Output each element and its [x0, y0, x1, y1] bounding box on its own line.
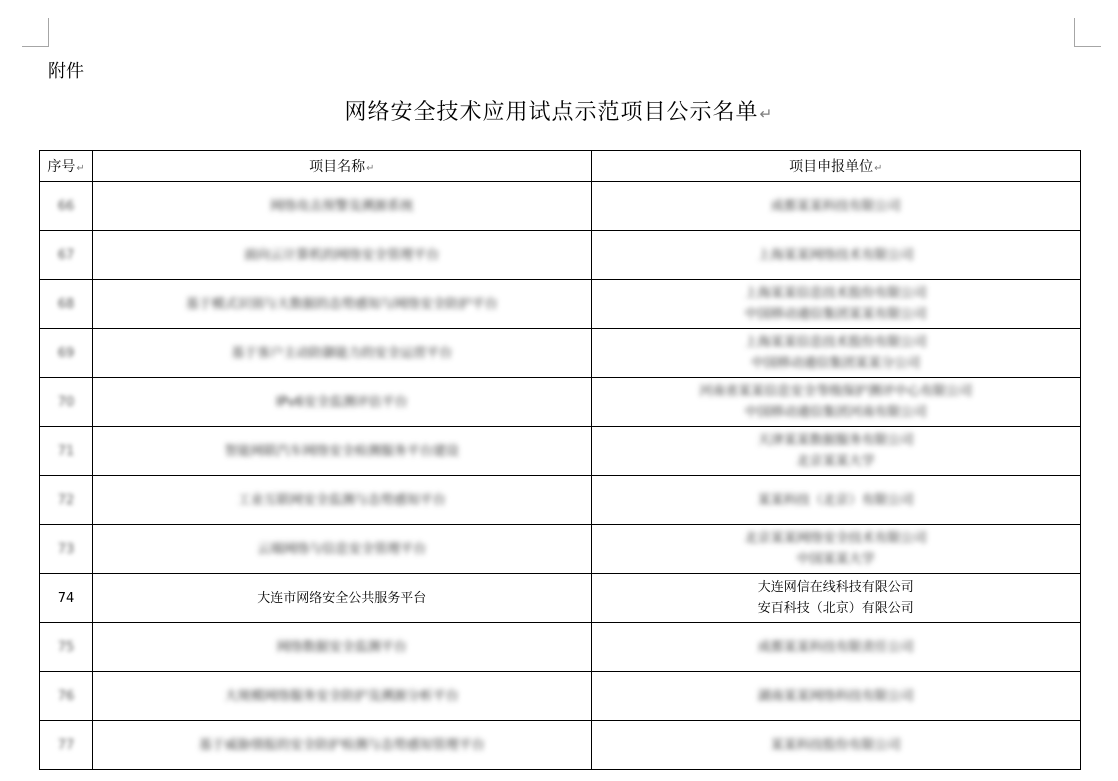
table-row — [40, 280, 1081, 329]
project-name: IPv6安全监测评估平台 — [275, 394, 408, 410]
project-name-cell — [93, 280, 591, 329]
row-number-cell — [40, 721, 93, 770]
applicant-unit-cell — [591, 525, 1080, 574]
project-name: 面向云计算机的网络安全管理平台 — [244, 247, 440, 263]
applicant-unit: 中国移动通信集团某某分公司 — [751, 356, 921, 371]
table-row — [40, 182, 1081, 231]
table-row — [40, 574, 1081, 623]
applicant-unit-cell — [591, 378, 1080, 427]
row-number: 69 — [57, 345, 75, 361]
project-name-cell — [93, 525, 591, 574]
row-number: 76 — [57, 688, 75, 704]
paragraph-mark-icon: ↵ — [759, 105, 774, 123]
applicant-unit: 天津某某数据服务有限公司 — [757, 433, 914, 448]
table-row — [40, 721, 1081, 770]
row-number-cell — [40, 280, 93, 329]
row-number: 67 — [57, 247, 75, 263]
row-number-cell — [40, 231, 93, 280]
applicant-unit-cell — [591, 476, 1080, 525]
table-header-row — [40, 151, 1081, 182]
row-number: 68 — [57, 296, 75, 312]
applicant-unit: 北京某某大学 — [796, 454, 875, 469]
table-row — [40, 231, 1081, 280]
row-number: 71 — [57, 443, 75, 459]
table-row — [40, 672, 1081, 721]
project-name-cell — [93, 574, 591, 623]
project-name-cell — [93, 378, 591, 427]
project-name: 智能网联汽车网络安全检测服务平台建设 — [224, 443, 459, 459]
row-number-cell — [40, 378, 93, 427]
applicant-unit-cell — [591, 182, 1080, 231]
applicant-unit-cell — [591, 280, 1080, 329]
row-number: 73 — [57, 541, 75, 557]
applicant-unit: 成都某某科技有限公司 — [770, 198, 901, 214]
applicant-unit: 北京某某网络安全技术有限公司 — [744, 531, 927, 546]
project-name-cell — [93, 672, 591, 721]
project-name-cell — [93, 721, 591, 770]
project-name-cell — [93, 182, 591, 231]
row-number-cell — [40, 182, 93, 231]
row-number-cell — [40, 672, 93, 721]
paragraph-mark-icon: ↵ — [76, 163, 85, 174]
applicant-unit: 中国移动通信集团河南有限公司 — [744, 405, 927, 420]
project-name: 网络数据安全监测平台 — [276, 639, 407, 655]
applicant-unit-cell — [591, 329, 1080, 378]
table-row — [40, 623, 1081, 672]
project-name: 大规模网络服务安全防护及溯源分析平台 — [224, 688, 459, 704]
applicant-unit: 河南省某某信息安全等级保护测评中心有限公司 — [699, 384, 973, 399]
applicant-unit: 大连网信在线科技有限公司 — [757, 580, 914, 595]
applicant-unit-cell — [591, 427, 1080, 476]
row-number: 74 — [57, 590, 75, 606]
row-number-cell — [40, 623, 93, 672]
applicant-unit: 上海某某信息技术股份有限公司 — [744, 335, 927, 350]
applicant-unit-cell — [591, 623, 1080, 672]
project-name: 网络攻击预警及溯源系统 — [270, 198, 414, 214]
project-name-cell — [93, 231, 591, 280]
crop-mark-top-right — [1074, 18, 1101, 47]
project-name: 基于威胁情报的安全防护检测与态势感知管理平台 — [198, 737, 485, 753]
table-row — [40, 329, 1081, 378]
project-name: 基于模式识别与大数据的态势感知与网络安全防护平台 — [185, 296, 498, 312]
document-title-text: 网络安全技术应用试点示范项目公示名单 — [344, 100, 759, 125]
applicant-unit: 某某科技（北京）有限公司 — [757, 492, 914, 508]
project-name: 基于客户主动防御能力的安全运营平台 — [231, 345, 453, 361]
document-title — [0, 95, 1118, 126]
paragraph-mark-icon: ↵ — [874, 163, 883, 174]
applicant-unit: 成都某某科技有限责任公司 — [757, 639, 914, 655]
project-name-cell — [93, 623, 591, 672]
header-cell-name: 项目名称↵ — [93, 151, 591, 182]
table-row — [40, 525, 1081, 574]
applicant-unit: 湖南某某网络科技有限公司 — [757, 688, 914, 704]
table-row — [40, 378, 1081, 427]
paragraph-mark-icon: ↵ — [366, 163, 375, 174]
project-name-cell — [93, 427, 591, 476]
row-number: 75 — [57, 639, 75, 655]
header-cell-no: 序号↵ — [40, 151, 93, 182]
row-number-cell — [40, 525, 93, 574]
row-number: 70 — [57, 394, 75, 410]
row-number-cell — [40, 329, 93, 378]
table-row — [40, 427, 1081, 476]
project-name: 大连市网络安全公共服务平台 — [257, 590, 427, 606]
project-table — [39, 150, 1081, 770]
project-name: 云端网络与信息安全管理平台 — [257, 541, 427, 557]
table-row — [40, 476, 1081, 525]
project-name: 工业互联网安全监测与态势感知平台 — [237, 492, 446, 508]
header-cell-unit: 项目申报单位↵ — [591, 151, 1080, 182]
applicant-unit: 某某科技股份有限公司 — [770, 737, 901, 753]
applicant-unit-cell — [591, 672, 1080, 721]
row-number: 77 — [57, 737, 75, 753]
applicant-unit-cell — [591, 721, 1080, 770]
project-name-cell — [93, 329, 591, 378]
row-number-cell — [40, 574, 93, 623]
applicant-unit-cell — [591, 574, 1080, 623]
row-number: 72 — [57, 492, 75, 508]
crop-mark-top-left — [22, 18, 49, 47]
project-name-cell — [93, 476, 591, 525]
applicant-unit: 上海某某信息技术股份有限公司 — [744, 286, 927, 301]
row-number-cell — [40, 476, 93, 525]
applicant-unit-cell — [591, 231, 1080, 280]
attachment-label: 附件 — [48, 61, 84, 82]
row-number-cell — [40, 427, 93, 476]
applicant-unit: 中国移动通信集团某某有限公司 — [744, 307, 927, 322]
applicant-unit: 安百科技（北京）有限公司 — [757, 601, 914, 616]
applicant-unit: 上海某某网络技术有限公司 — [757, 247, 914, 263]
row-number: 66 — [57, 198, 75, 214]
applicant-unit: 中国某某大学 — [796, 552, 875, 567]
